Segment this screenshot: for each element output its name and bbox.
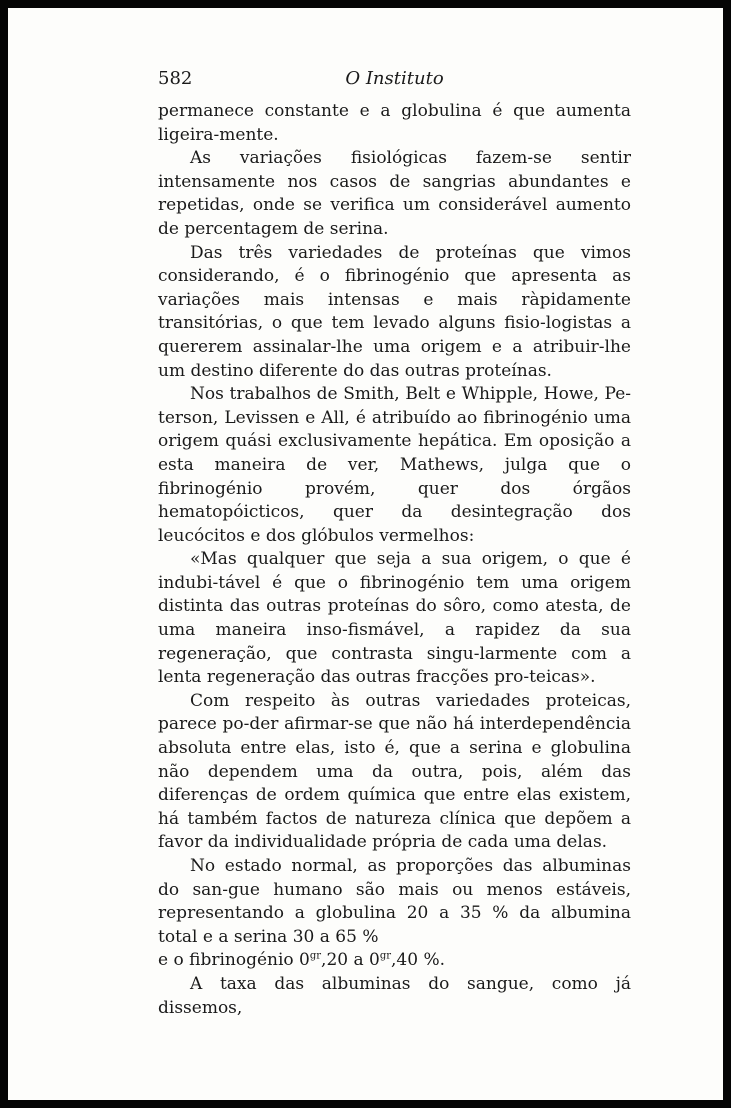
paragraph-text: No estado normal, as proporções das albuminas do san-gue humano são mais ou menos estáveis, representando a globulina 20 a 35 % da albumina total e a serina 30 a 65 % (158, 856, 631, 947)
running-title: O Instituto (345, 68, 444, 89)
fibrinogen-prefix: e o fibrinogénio 0 (158, 950, 310, 971)
gram-unit: gr (379, 950, 392, 962)
book-page (158, 60, 631, 1020)
paragraph: Com respeito às outras variedades proteicas, parece po-der afirmar-se que não há interdependência absoluta entre elas, isto é, que a serina e globulina não dependem uma da outra, pois, além das diferenças de ordem química que entre elas existem, há também factos de natureza clínica que depõem a favor da individualidade própria de cada uma delas. (158, 690, 631, 853)
paragraph: Nos trabalhos de Smith, Belt e Whipple, Howe, Pe-terson, Levissen e All, é atribuído ao fibrinogénio uma origem quási exclusivamente hepática. Em oposição a esta maneira de ver, Mathews, julga que o fibrinogénio provém, quer dos órgãos hematopóicticos, quer da desintegração dos leucócitos e dos glóbulos vermelhos: (158, 384, 631, 546)
paragraph: permanece constante e a globulina é que aumenta ligeira-mente. (158, 101, 631, 145)
quote-paragraph: «Mas qualquer que seja a sua origem, o que é indubi-tável é que o fibrinogénio tem uma origem distinta das outras proteínas do sôro, como atesta, de uma maneira inso-fismável, a rapidez da sua regeneração, que contrasta singu-larmente com a lenta regeneração das outras fracções pro-teicas». (158, 549, 631, 688)
paragraph (158, 855, 631, 973)
gram-unit: gr (309, 950, 322, 962)
paragraph: As variações fisiológicas fazem-se sentir intensamente nos casos de sangrias abundantes e repetidas, onde se verifica um considerável aumento de percentagem de serina. (158, 148, 631, 239)
paragraph: Das três variedades de proteínas que vimos considerando, é o fibrinogénio que apresenta as variações mais intensas e mais ràpidamente transitórias, o que tem levado alguns fisio-logistas a quererem assinalar-lhe uma origem e a atribuir-lhe um destino diferente do das outras proteínas. (158, 242, 631, 381)
paragraph: A taxa das albuminas do sangue, como já dissemos, (158, 973, 631, 1018)
fibrinogen-middle: ,20 a 0 (321, 950, 380, 971)
fibrinogen-suffix: ,40 %. (391, 950, 446, 971)
body-text (158, 100, 631, 1020)
page-number: 582 (158, 68, 193, 89)
page-header (158, 60, 631, 100)
